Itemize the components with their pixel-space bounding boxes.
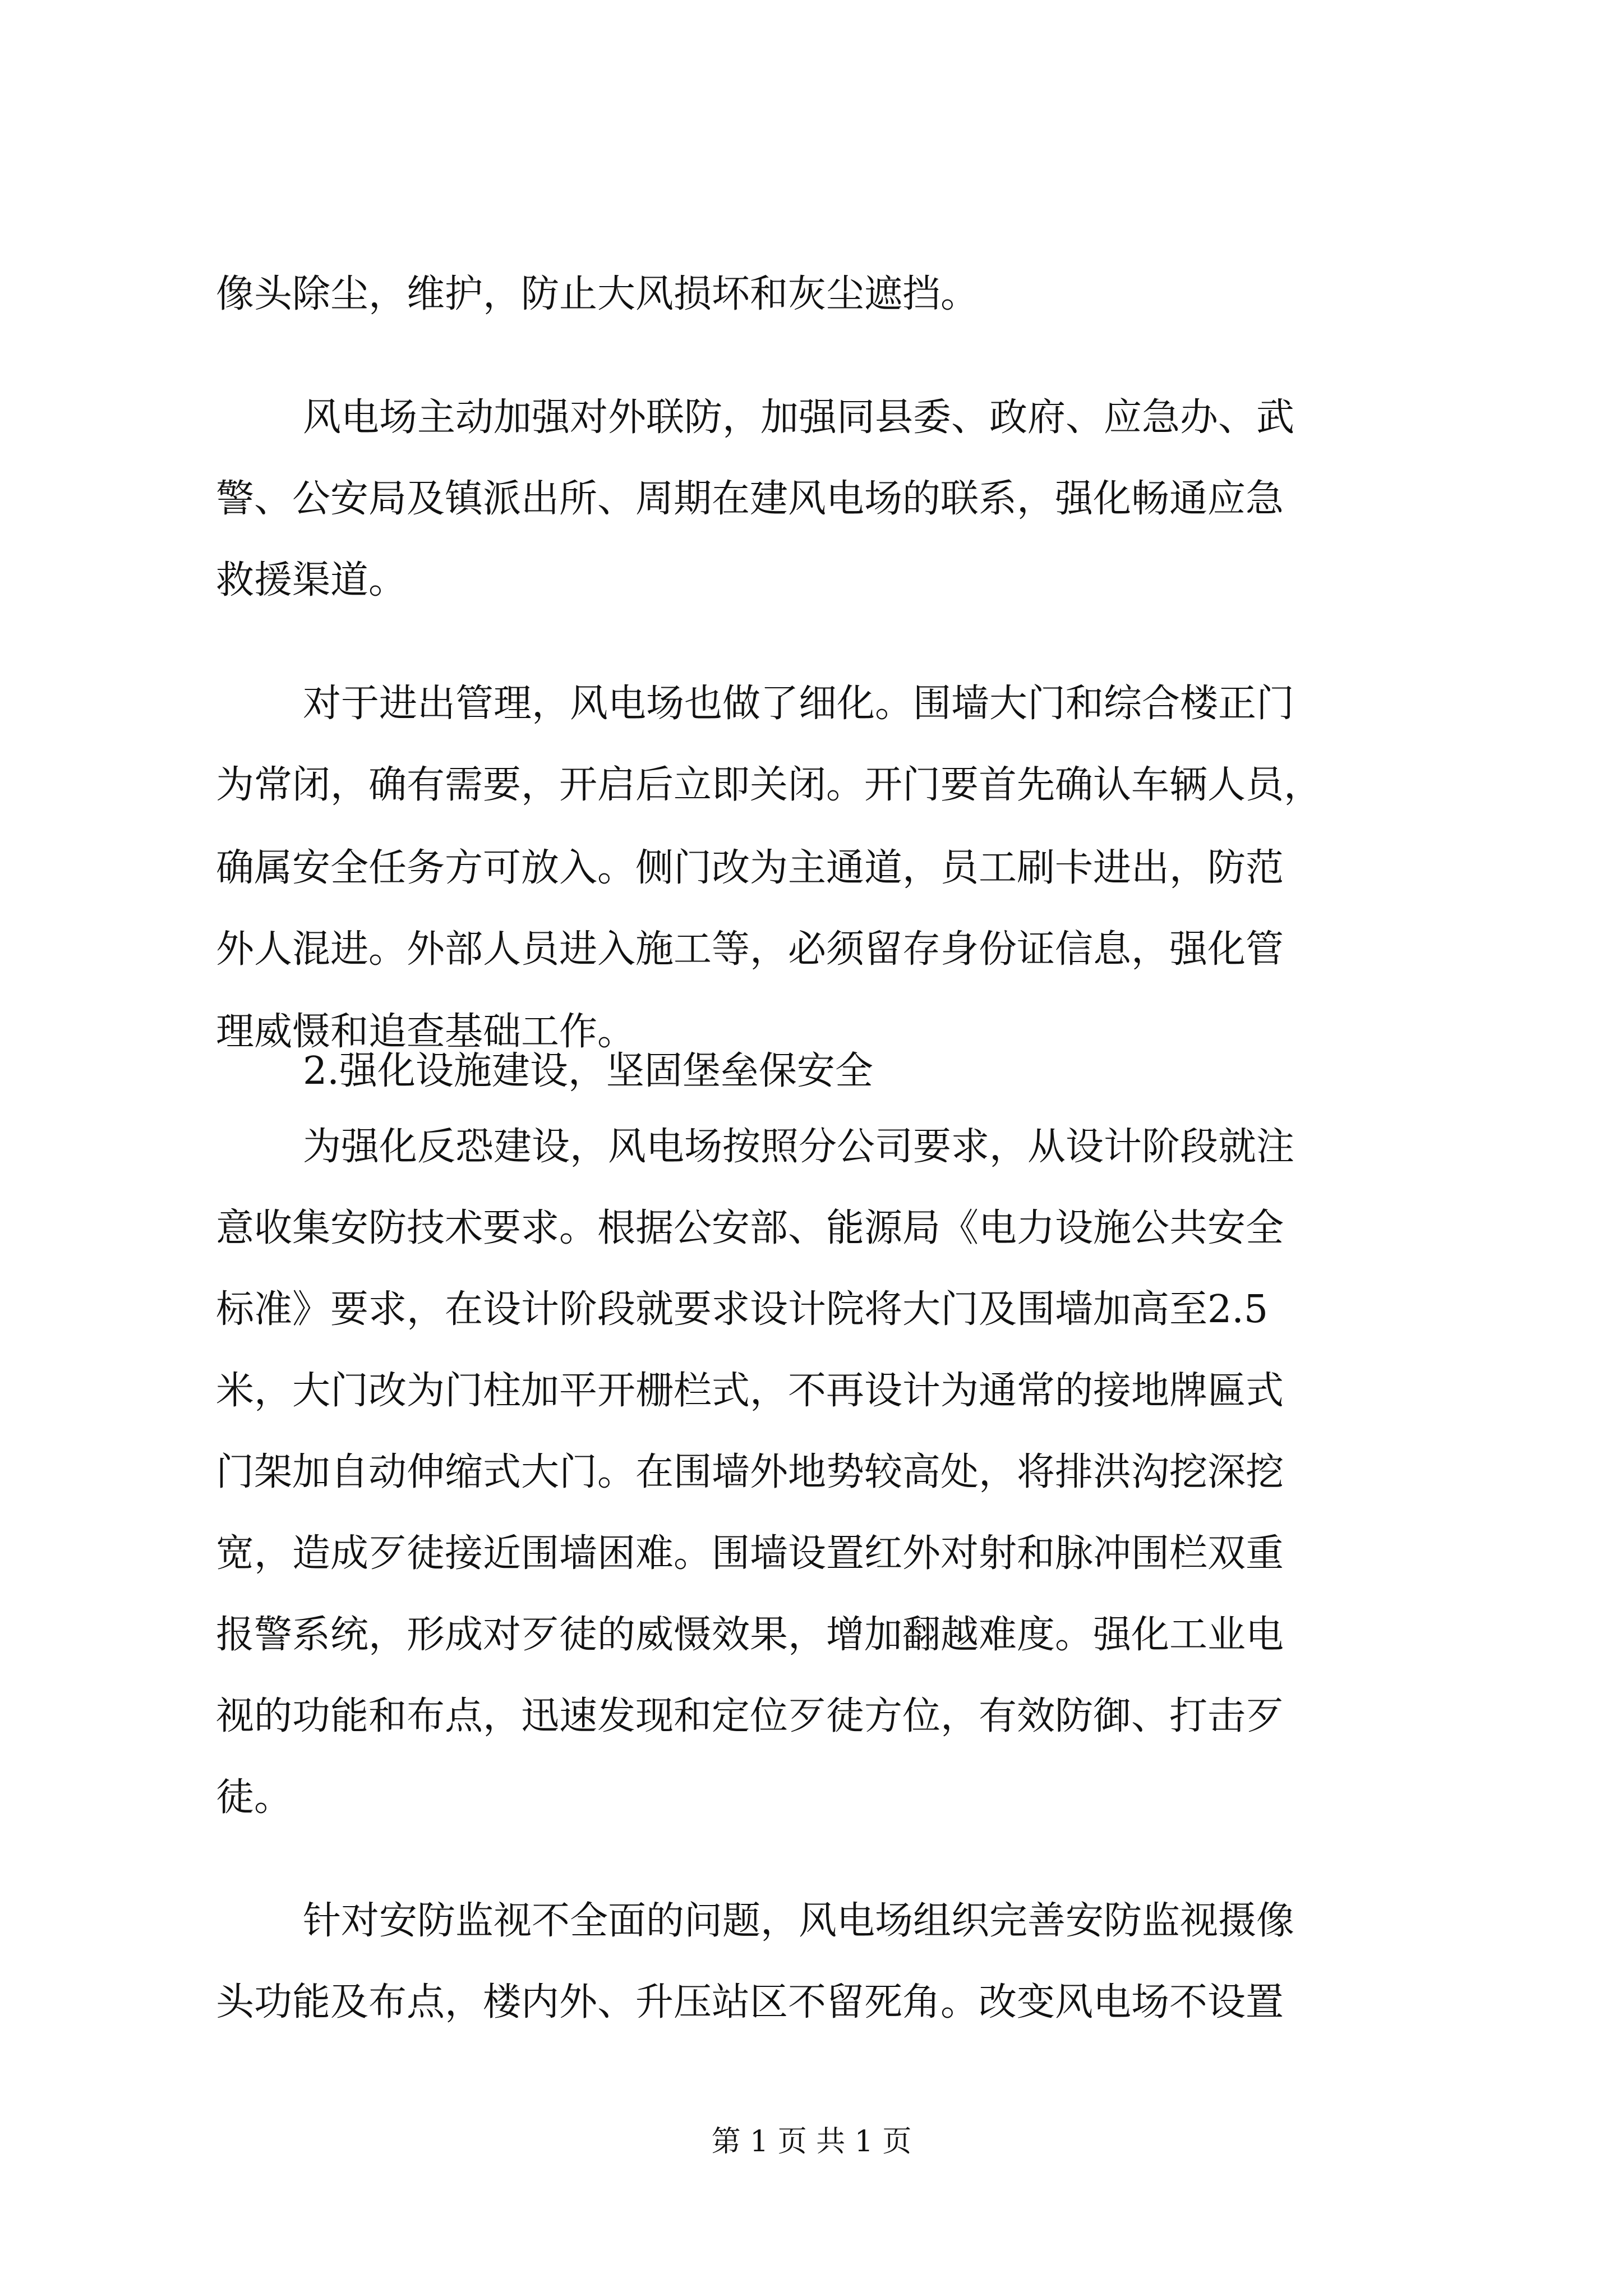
- body-line-7: 确属安全任务方可放入。侧门改为主通道，员工刷卡进出，防范: [216, 846, 1284, 890]
- body-line-5: 对于进出管理，风电场也做了细化。围墙大门和综合楼正门: [303, 682, 1295, 726]
- body-line-9: 理威慑和追查基础工作。: [216, 1010, 636, 1054]
- body-line-19: 徒。: [216, 1775, 293, 1820]
- body-line-6: 为常闭，确有需要，开启后立即关闭。开门要首先确认车辆人员，: [216, 763, 1322, 807]
- body-line-4: 救援渠道。: [216, 558, 407, 602]
- section-heading: 2.强化设施建设，坚固堡垒保安全: [303, 1049, 873, 1093]
- page-footer: 第 1 页 共 1 页: [711, 2125, 912, 2159]
- body-line-13: 标准》要求，在设计阶段就要求设计院将大门及围墙加高至2.5: [216, 1287, 1269, 1332]
- body-line-18: 视的功能和布点，迅速发现和定位歹徒方位，有效防御、打击歹: [216, 1694, 1284, 1738]
- body-line-17: 报警系统，形成对歹徒的威慑效果，增加翻越难度。强化工业电: [216, 1613, 1284, 1657]
- body-line-14: 米，大门改为门柱加平开栅栏式，不再设计为通常的接地牌匾式: [216, 1369, 1284, 1413]
- body-line-15: 门架加自动伸缩式大门。在围墙外地势较高处，将排洪沟挖深挖: [216, 1450, 1284, 1494]
- body-line-3: 警、公安局及镇派出所、周期在建风电场的联系，强化畅通应急: [216, 477, 1284, 521]
- body-line-2: 风电场主动加强对外联防，加强同县委、政府、应急办、武: [303, 395, 1295, 440]
- body-line-12: 意收集安防技术要求。根据公安部、能源局《电力设施公共安全: [216, 1206, 1284, 1250]
- body-line-8: 外人混进。外部人员进入施工等，必须留存身份证信息，强化管: [216, 927, 1284, 972]
- body-line-20: 针对安防监视不全面的问题，风电场组织完善安防监视摄像: [303, 1899, 1295, 1943]
- body-line-21: 头功能及布点，楼内外、升压站区不留死角。改变风电场不设置: [216, 1980, 1284, 2024]
- body-line-11: 为强化反恐建设，风电场按照分公司要求，从设计阶段就注: [303, 1125, 1295, 1169]
- body-line-1: 像头除尘，维护，防止大风损坏和灰尘遮挡。: [216, 272, 979, 316]
- body-line-16: 宽，造成歹徒接近围墙困难。围墙设置红外对射和脉冲围栏双重: [216, 1531, 1284, 1576]
